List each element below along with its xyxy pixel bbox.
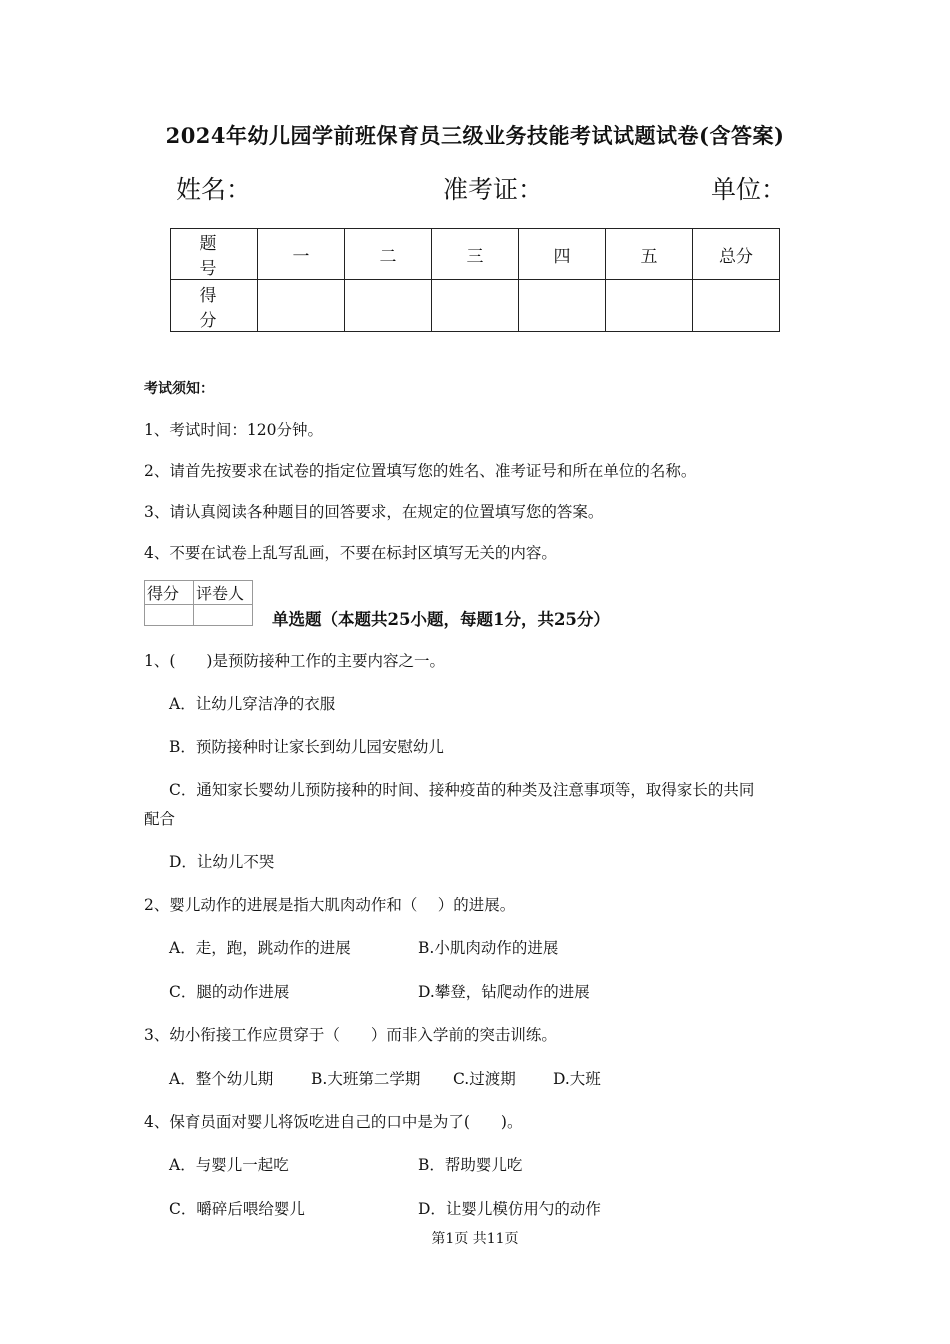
option-c: C．通知家长婴幼儿预防接种的时间、接种疫苗的种类及注意事项等，取得家长的共同 bbox=[169, 781, 755, 799]
option-c-continued: 配合 bbox=[144, 810, 176, 828]
score-table-header-cell: 总分 bbox=[693, 229, 780, 280]
question-stem: 1、( )是预防接种工作的主要内容之一。 bbox=[144, 652, 445, 670]
option-c: C．腿的动作进展 bbox=[169, 983, 290, 1001]
score-cell[interactable] bbox=[432, 280, 519, 332]
page-title: 2024年幼儿园学前班保育员三级业务技能考试试题试卷(含答案) bbox=[165, 123, 785, 148]
score-cell[interactable] bbox=[606, 280, 693, 332]
notice-item: 4、不要在试卷上乱写乱画，不要在标封区填写无关的内容。 bbox=[144, 544, 557, 562]
option-b: B.小肌肉动作的进展 bbox=[418, 939, 559, 957]
score-cell[interactable] bbox=[693, 280, 780, 332]
score-table bbox=[170, 228, 780, 332]
score-row-label: 得 分 bbox=[171, 280, 258, 332]
score-cell[interactable] bbox=[345, 280, 432, 332]
score-table-header-cell: 二 bbox=[345, 229, 432, 280]
grader-reviewer-cell[interactable] bbox=[194, 605, 253, 626]
question-stem: 2、婴儿动作的进展是指大肌肉动作和（ ）的进展。 bbox=[144, 896, 516, 914]
score-table-header-cell: 题 号 bbox=[171, 229, 258, 280]
score-table-header-cell: 三 bbox=[432, 229, 519, 280]
option-a: A．与婴儿一起吃 bbox=[169, 1156, 289, 1174]
grader-score-label: 得分 bbox=[145, 581, 194, 605]
score-table-header-row bbox=[171, 229, 780, 280]
score-cell[interactable] bbox=[258, 280, 345, 332]
question-stem: 3、幼小衔接工作应贯穿于（ ）而非入学前的突击训练。 bbox=[144, 1026, 557, 1044]
option-d: D．让婴儿模仿用勺的动作 bbox=[418, 1200, 601, 1218]
option-d: D．让幼儿不哭 bbox=[169, 853, 275, 871]
name-label: 姓名： bbox=[176, 175, 252, 204]
option-a: A．整个幼儿期 bbox=[169, 1070, 274, 1088]
grader-reviewer-label: 评卷人 bbox=[194, 581, 253, 605]
option-b: B．帮助婴儿吃 bbox=[418, 1156, 523, 1174]
grader-score-cell[interactable] bbox=[145, 605, 194, 626]
option-d: D.攀登，钻爬动作的进展 bbox=[418, 983, 590, 1001]
exam-id-label: 准考证： bbox=[443, 175, 544, 204]
unit-label: 单位： bbox=[711, 175, 787, 204]
score-table-header-cell: 一 bbox=[258, 229, 345, 280]
notice-title: 考试须知： bbox=[144, 381, 214, 397]
notice-item: 2、请首先按要求在试卷的指定位置填写您的姓名、准考证号和所在单位的名称。 bbox=[144, 462, 697, 480]
score-table-score-row bbox=[171, 280, 780, 332]
option-b: B.大班第二学期 bbox=[311, 1070, 421, 1088]
score-table-header-cell: 五 bbox=[606, 229, 693, 280]
option-d: D.大班 bbox=[553, 1070, 601, 1088]
option-a: A．让幼儿穿洁净的衣服 bbox=[169, 695, 336, 713]
grader-box bbox=[144, 580, 253, 626]
section-title: 单选题（本题共25小题，每题1分，共25分） bbox=[272, 610, 610, 629]
option-c: C.过渡期 bbox=[453, 1070, 516, 1088]
option-b: B．预防接种时让家长到幼儿园安慰幼儿 bbox=[169, 738, 444, 756]
option-c: C．嚼碎后喂给婴儿 bbox=[169, 1200, 305, 1218]
question-stem: 4、保育员面对婴儿将饭吃进自己的口中是为了( )。 bbox=[144, 1113, 523, 1131]
score-table-header-cell: 四 bbox=[519, 229, 606, 280]
score-cell[interactable] bbox=[519, 280, 606, 332]
notice-item: 3、请认真阅读各种题目的回答要求，在规定的位置填写您的答案。 bbox=[144, 503, 604, 521]
notice-item: 1、考试时间：120分钟。 bbox=[144, 421, 323, 439]
page-footer: 第1页 共11页 bbox=[431, 1231, 519, 1247]
option-a: A．走，跑，跳动作的进展 bbox=[169, 939, 351, 957]
